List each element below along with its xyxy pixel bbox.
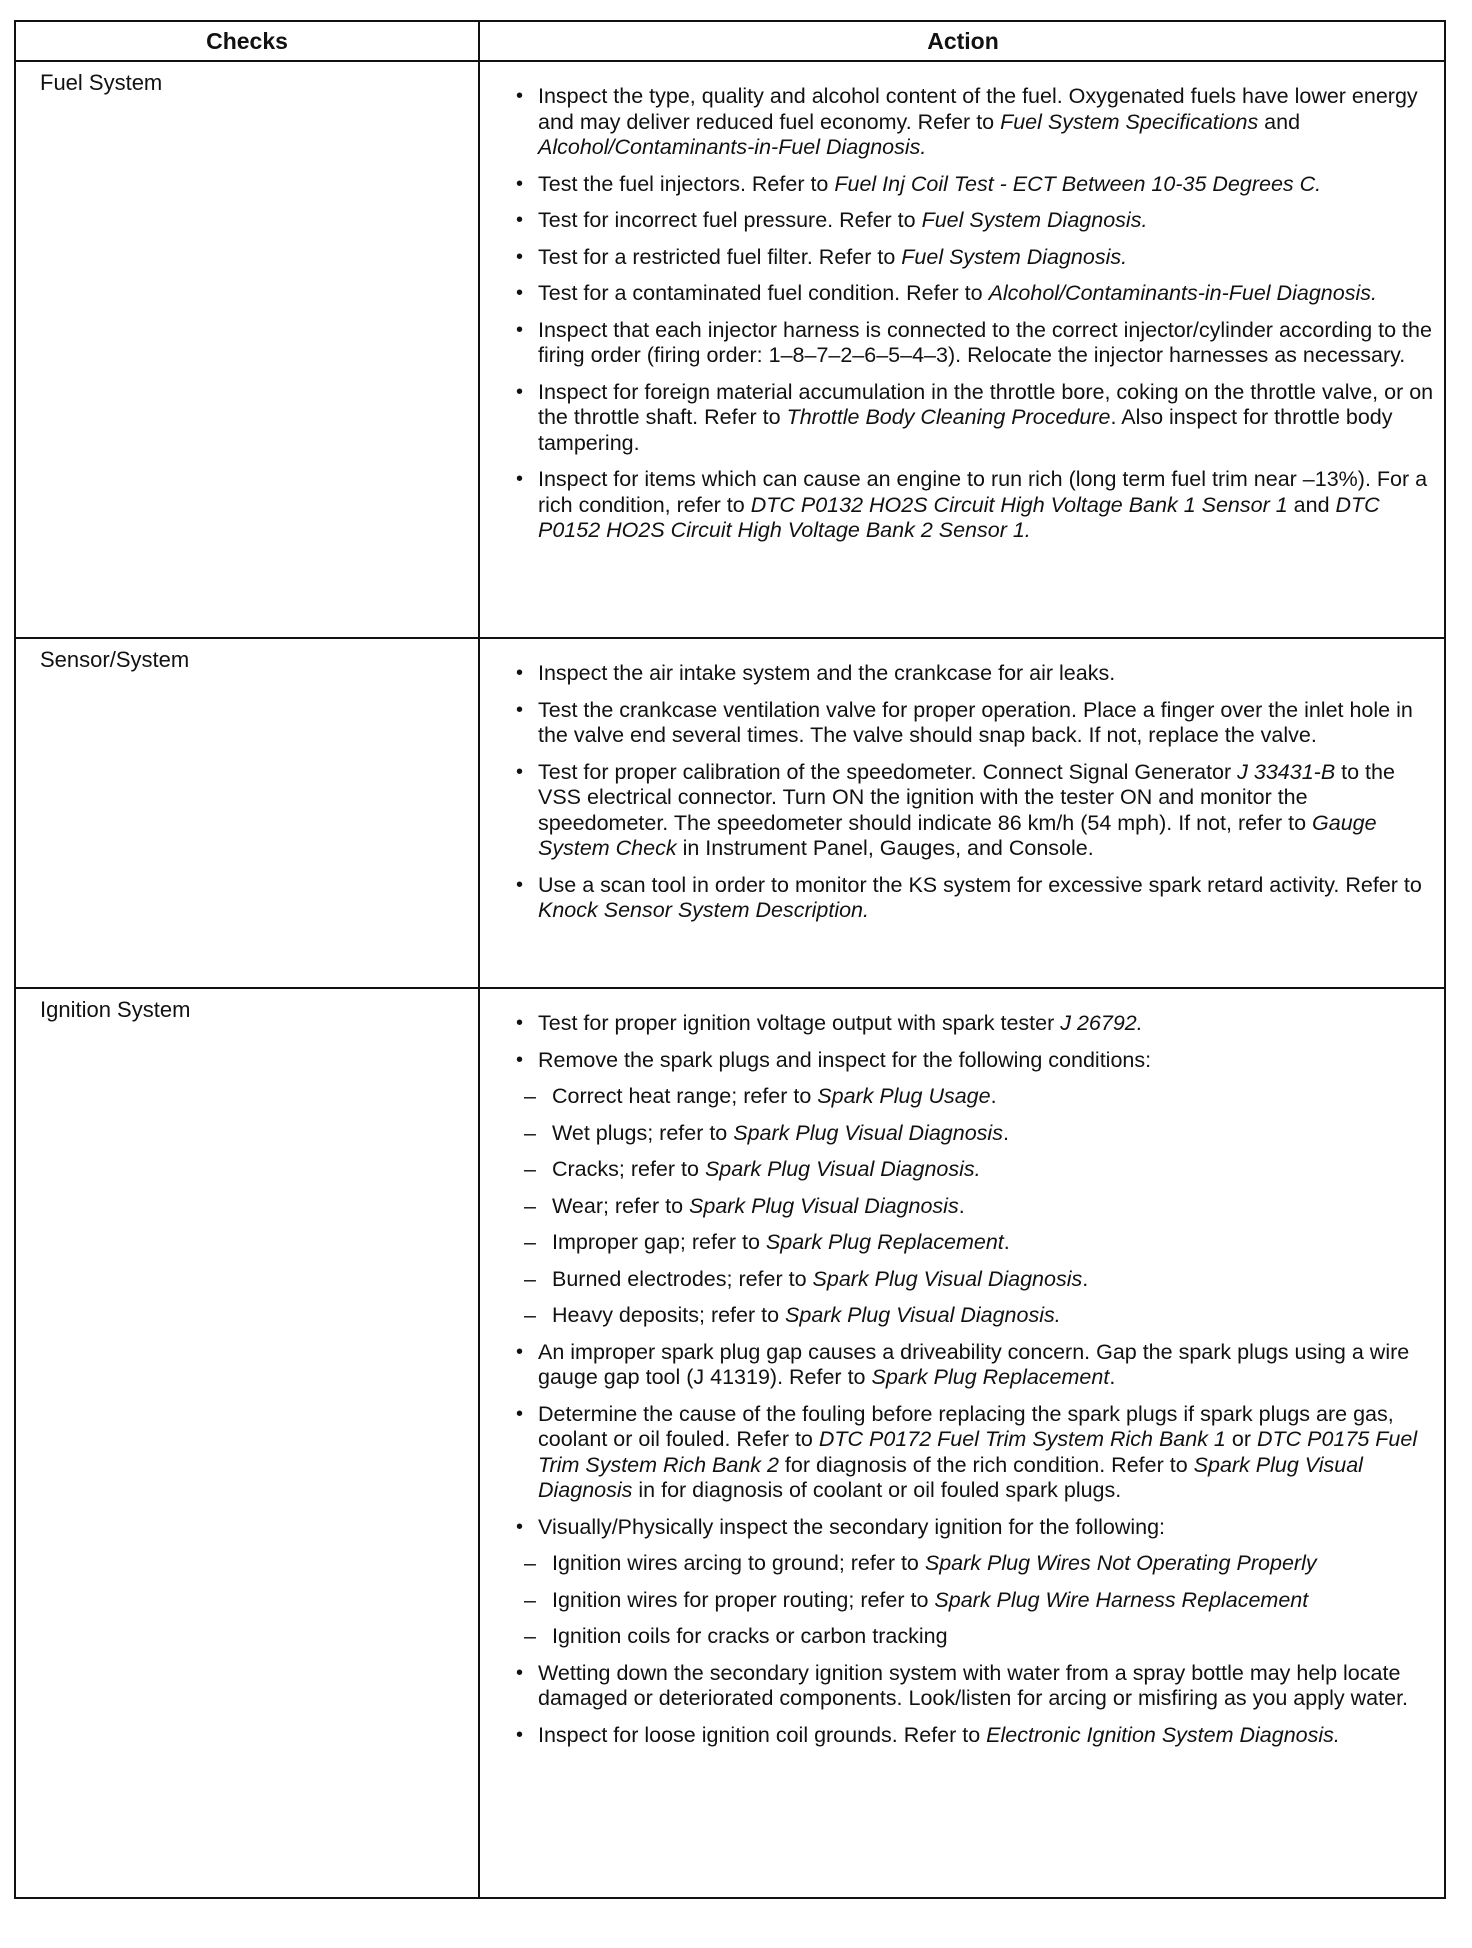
check-label: Fuel System bbox=[40, 70, 163, 95]
body-text: . bbox=[958, 1193, 965, 1218]
body-text: Test for incorrect fuel pressure. Refer to bbox=[538, 208, 922, 232]
bullet-item bbox=[514, 661, 1434, 687]
dash-marker: – bbox=[524, 1587, 536, 1612]
body-text: Ignition coils for cracks or carbon tracking bbox=[552, 1624, 948, 1648]
body-text: Inspect the type, quality and alcohol content of the fuel. Oxygenated fuels have lower energy and may deliver reduced fuel economy. Refer to bbox=[538, 84, 1418, 134]
sub-item bbox=[524, 1121, 1434, 1147]
body-text: and bbox=[1287, 492, 1336, 517]
body-text: . bbox=[1002, 1120, 1009, 1145]
reference-text: Fuel System Diagnosis. bbox=[901, 244, 1128, 269]
row-divider bbox=[16, 987, 1444, 989]
action-list bbox=[514, 1011, 1434, 1759]
dash-marker: – bbox=[524, 1624, 536, 1648]
body-text: Inspect for items which can cause an engine to run rich (long term fuel trim near –13%). For a rich condition, refer to bbox=[538, 467, 1428, 517]
header-action: Action bbox=[927, 28, 999, 54]
sub-item bbox=[524, 1194, 1434, 1220]
bullet-item bbox=[514, 698, 1434, 749]
diagnostic-table bbox=[14, 20, 1446, 1899]
body-text: . bbox=[1109, 1365, 1116, 1389]
reference-text: Gauge System Check bbox=[538, 810, 1377, 860]
body-text: in for diagnosis of coolant or oil fouled spark plugs. bbox=[632, 1478, 1122, 1502]
bullet-item bbox=[514, 1011, 1434, 1037]
bullet-item bbox=[514, 380, 1434, 457]
body-text: Inspect that each injector harness is connected to the correct injector/cylinder according to the firing order (firing order: 1–8–7–2–6–5–4–3). Relocate the injector harnesses as necessary. bbox=[538, 317, 1432, 367]
sub-item bbox=[524, 1267, 1434, 1293]
action-list bbox=[514, 661, 1434, 935]
reference-text: Alcohol/Contaminants-in-Fuel Diagnosis. bbox=[538, 135, 927, 159]
dash-marker: – bbox=[524, 1303, 536, 1327]
dash-marker: – bbox=[524, 1551, 536, 1575]
check-label: Sensor/System bbox=[40, 647, 190, 672]
dash-marker: – bbox=[524, 1193, 536, 1218]
body-text: . bbox=[990, 1084, 997, 1108]
body-text: Wet plugs; refer to bbox=[552, 1120, 734, 1145]
sub-item bbox=[524, 1624, 1434, 1650]
body-text: in Instrument Panel, Gauges, and Console. bbox=[676, 836, 1094, 860]
body-text: Inspect for loose ignition coil grounds. Refer to bbox=[538, 1722, 987, 1747]
reference-text: Knock Sensor System Description. bbox=[538, 898, 869, 922]
body-text: Determine the cause of the fouling before replacing the spark plugs if spark plugs are gas, coolant or oil fouled. Refer to bbox=[538, 1401, 1394, 1451]
bullet-item bbox=[514, 84, 1434, 161]
body-text: Test for proper calibration of the speedometer. Connect Signal Generator bbox=[538, 759, 1238, 784]
sub-item bbox=[524, 1551, 1434, 1577]
bullet-item bbox=[514, 1402, 1434, 1504]
body-text: Correct heat range; refer to bbox=[552, 1084, 818, 1108]
bullet-item bbox=[514, 1661, 1434, 1712]
reference-text: Spark Plug Wire Harness Replacement bbox=[934, 1587, 1309, 1612]
body-text: Test the crankcase ventilation valve for proper operation. Place a finger over the inlet hole in the valve end several times. The valve should snap back. If not, replace the valve. bbox=[538, 697, 1413, 747]
check-label: Ignition System bbox=[40, 997, 191, 1022]
body-text: to the VSS electrical connector. Turn ON the ignition with the tester ON and monitor the speedometer. The speedometer should indicate 86 km/h (54 mph). If not, refer to bbox=[538, 759, 1395, 835]
body-text: Improper gap; refer to bbox=[552, 1230, 766, 1254]
body-text: Test for proper ignition voltage output with spark tester bbox=[538, 1011, 1061, 1035]
body-text: Cracks; refer to bbox=[552, 1157, 705, 1181]
body-text: Inspect for foreign material accumulation in the throttle bore, coking on the throttle valve, or on the throttle shaft. Refer to bbox=[538, 379, 1434, 429]
reference-text: Fuel System Specifications bbox=[1000, 109, 1259, 134]
body-text: An improper spark plug gap causes a driveability concern. Gap the spark plugs using a wire gauge gap tool (J 41319). Refer to bbox=[538, 1339, 1410, 1389]
reference-text: Spark Plug Visual Diagnosis bbox=[812, 1266, 1083, 1291]
reference-text: DTC P0132 HO2S Circuit High Voltage Bank 1 Sensor 1 bbox=[750, 492, 1288, 517]
body-text: Burned electrodes; refer to bbox=[552, 1266, 813, 1291]
bullet-item bbox=[514, 1723, 1434, 1749]
sub-item bbox=[524, 1303, 1434, 1329]
body-text: Heavy deposits; refer to bbox=[552, 1303, 786, 1327]
row-divider bbox=[16, 637, 1444, 639]
reference-text: Spark Plug Visual Diagnosis bbox=[689, 1193, 959, 1218]
dash-marker: – bbox=[524, 1084, 536, 1108]
bullet-item bbox=[514, 281, 1434, 307]
reference-text: DTC P0152 HO2S Circuit High Voltage Bank 2 Sensor 1. bbox=[538, 492, 1380, 542]
body-text: Ignition wires for proper routing; refer to bbox=[552, 1587, 935, 1612]
body-text: Ignition wires arcing to ground; refer to bbox=[552, 1551, 925, 1575]
body-text: Remove the spark plugs and inspect for the following conditions: bbox=[538, 1047, 1152, 1072]
body-text: Inspect the air intake system and the crankcase for air leaks. bbox=[538, 661, 1116, 685]
column-divider bbox=[478, 22, 480, 1897]
reference-text: Spark Plug Visual Diagnosis. bbox=[704, 1157, 981, 1181]
body-text: . bbox=[1003, 1230, 1010, 1254]
sub-item bbox=[524, 1084, 1434, 1110]
reference-text: Spark Plug Replacement bbox=[871, 1365, 1110, 1389]
reference-text: DTC P0172 Fuel Trim System Rich Bank 1 bbox=[818, 1427, 1226, 1451]
sub-item bbox=[524, 1157, 1434, 1183]
reference-text: Fuel System Diagnosis. bbox=[921, 208, 1148, 232]
bullet-item bbox=[514, 172, 1434, 198]
bullet-item bbox=[514, 1515, 1434, 1541]
body-text: Wetting down the secondary ignition system with water from a spray bottle may help locate damaged or deteriorated components. Look/listen for arcing or misfiring as you apply water. bbox=[538, 1660, 1409, 1710]
reference-text: Spark Plug Visual Diagnosis bbox=[733, 1120, 1003, 1145]
bullet-item bbox=[514, 208, 1434, 234]
header-checks: Checks bbox=[206, 28, 288, 54]
reference-text: Spark Plug Wires Not Operating Properly bbox=[924, 1551, 1317, 1575]
dash-marker: – bbox=[524, 1230, 536, 1254]
reference-text: Electronic Ignition System Diagnosis. bbox=[986, 1722, 1340, 1747]
body-text: Test for a contaminated fuel condition. Refer to bbox=[538, 281, 989, 305]
reference-text: Alcohol/Contaminants-in-Fuel Diagnosis. bbox=[988, 281, 1377, 305]
body-text: or bbox=[1225, 1427, 1257, 1451]
sub-item bbox=[524, 1230, 1434, 1256]
dash-marker: – bbox=[524, 1120, 536, 1145]
body-text: Test the fuel injectors. Refer to bbox=[538, 171, 835, 196]
bullet-item bbox=[514, 1048, 1434, 1074]
action-list bbox=[514, 84, 1434, 555]
reference-text: Spark Plug Usage bbox=[817, 1084, 991, 1108]
bullet-item bbox=[514, 467, 1434, 544]
body-text: for diagnosis of the rich condition. Refer to bbox=[778, 1452, 1194, 1477]
reference-text: Spark Plug Replacement bbox=[765, 1230, 1004, 1254]
bullet-item bbox=[514, 873, 1434, 924]
dash-marker: – bbox=[524, 1266, 536, 1291]
reference-text: Spark Plug Visual Diagnosis. bbox=[785, 1303, 1061, 1327]
reference-text: DTC P0175 Fuel Trim System Rich Bank 2 bbox=[538, 1427, 1418, 1477]
bullet-item bbox=[514, 760, 1434, 862]
sub-item bbox=[524, 1588, 1434, 1614]
row-divider bbox=[16, 60, 1444, 62]
body-text: . Also inspect for throttle body tampering. bbox=[538, 405, 1393, 455]
reference-text: Fuel Inj Coil Test - ECT Between 10-35 Degrees C. bbox=[834, 171, 1322, 196]
body-text: . bbox=[1082, 1266, 1089, 1291]
reference-text: Throttle Body Cleaning Procedure bbox=[786, 405, 1111, 429]
body-text: and bbox=[1258, 109, 1301, 134]
body-text: Test for a restricted fuel filter. Refer to bbox=[538, 244, 902, 269]
bullet-item bbox=[514, 318, 1434, 369]
reference-text: J 26792. bbox=[1060, 1011, 1143, 1035]
dash-marker: – bbox=[524, 1157, 536, 1181]
body-text: Wear; refer to bbox=[552, 1193, 690, 1218]
reference-text: J 33431-B bbox=[1237, 759, 1336, 784]
body-text: Use a scan tool in order to monitor the KS system for excessive spark retard activity. Refer to bbox=[538, 872, 1422, 897]
reference-text: Spark Plug Visual Diagnosis bbox=[538, 1452, 1363, 1502]
bullet-item bbox=[514, 1340, 1434, 1391]
bullet-item bbox=[514, 245, 1434, 271]
body-text: Visually/Physically inspect the secondary ignition for the following: bbox=[538, 1514, 1166, 1539]
